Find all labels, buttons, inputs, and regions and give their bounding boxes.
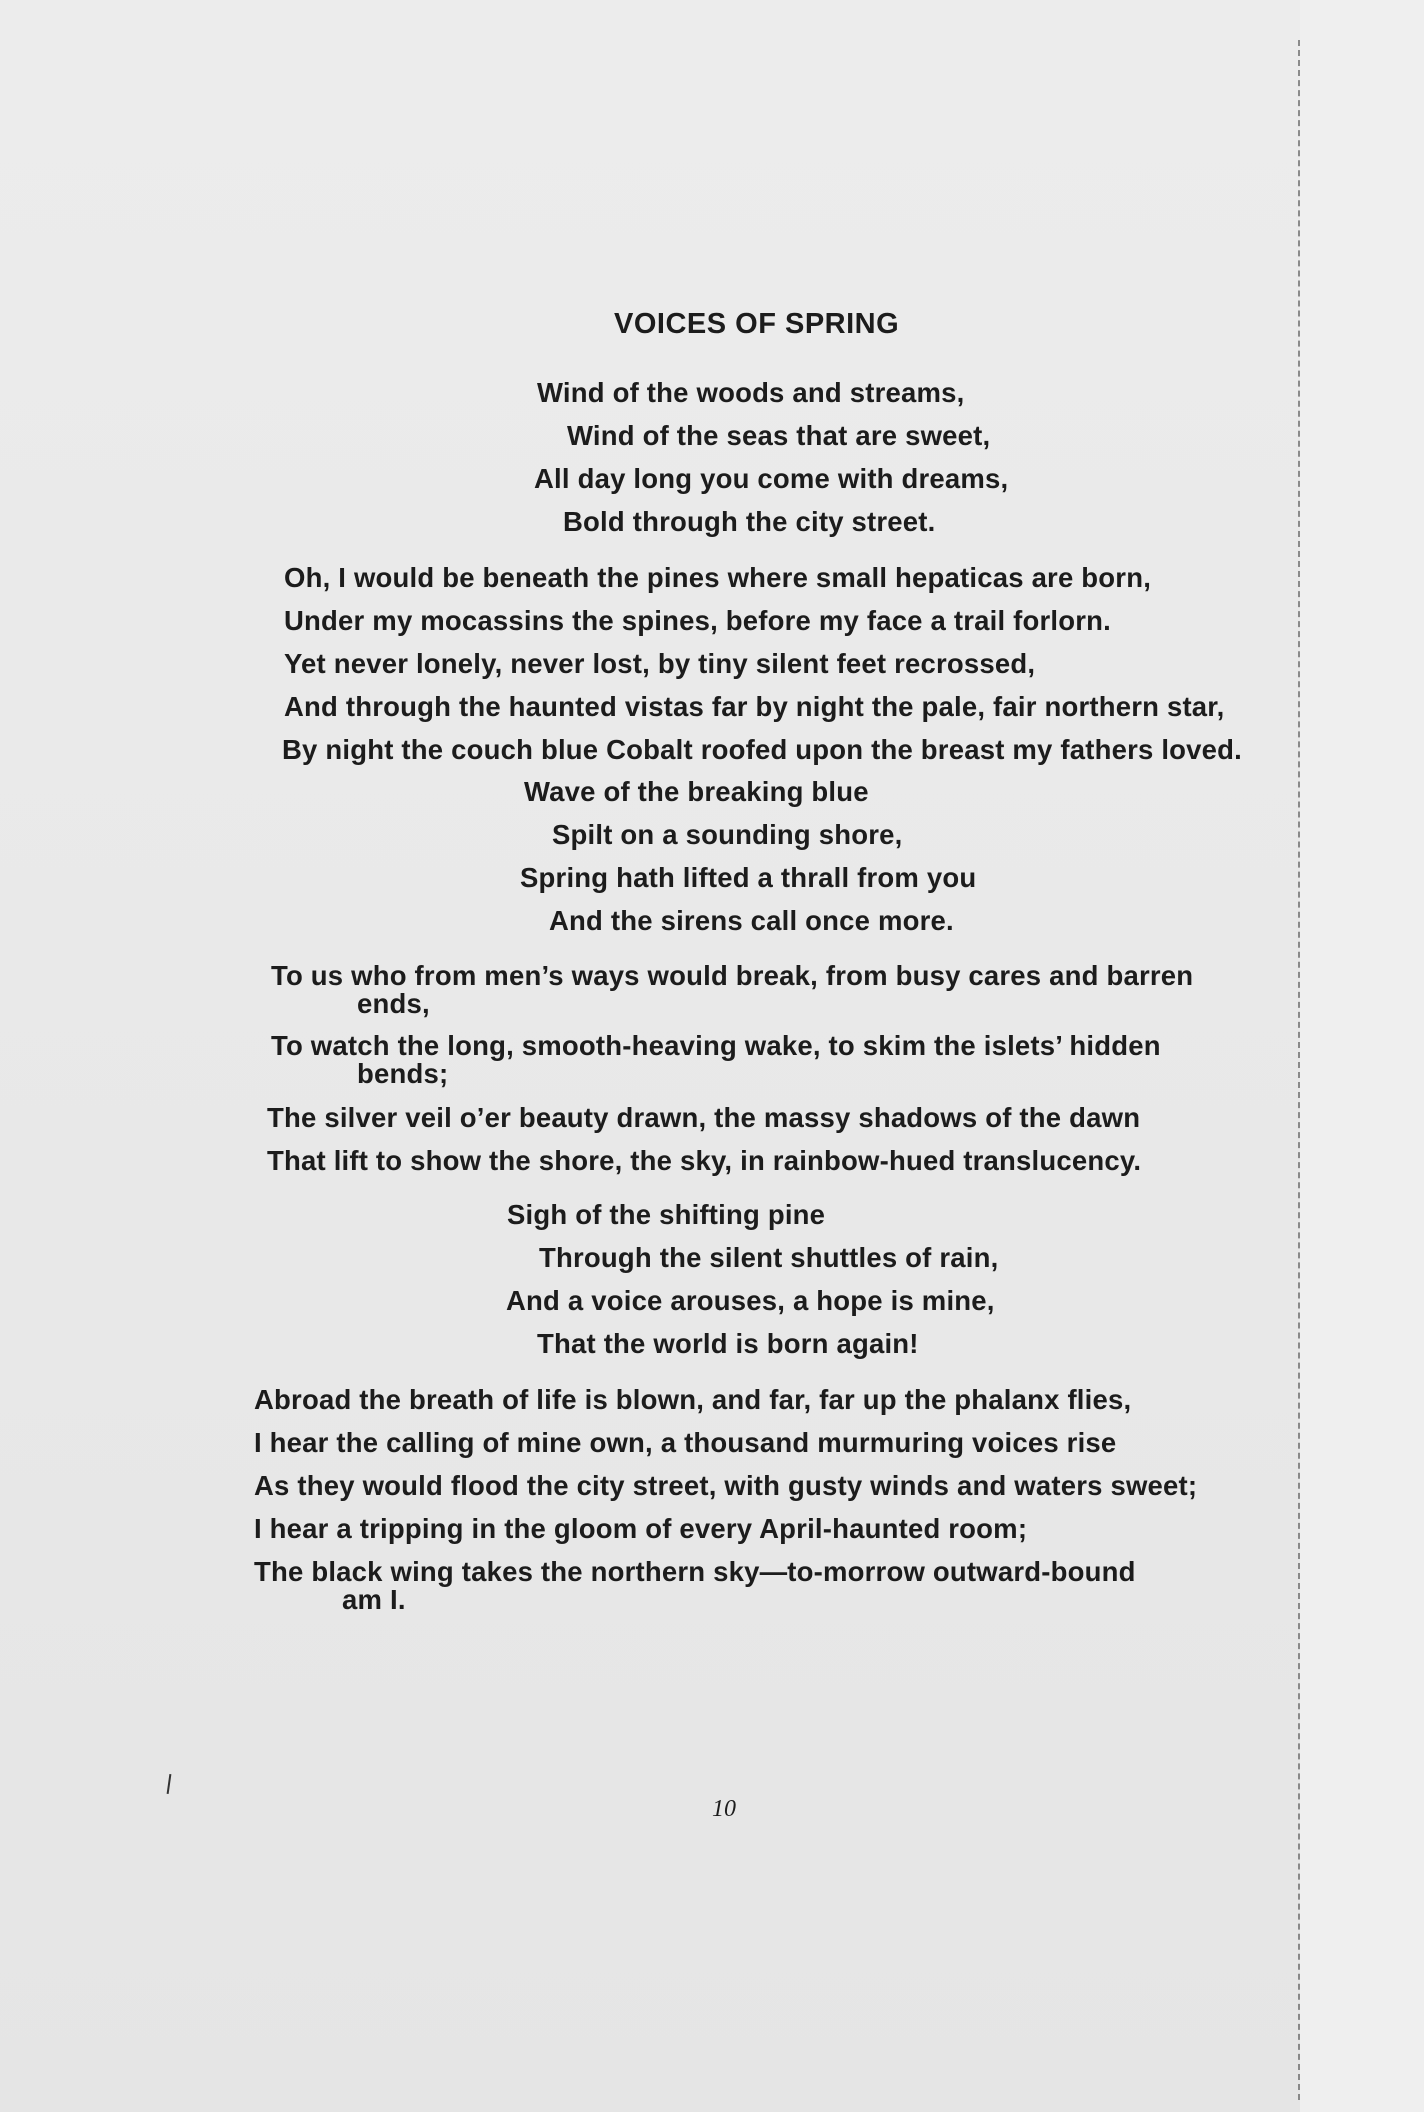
- poem-line: bends;: [357, 1058, 449, 1089]
- poem-line: All day long you come with dreams,: [534, 463, 1009, 494]
- poem-line: Wind of the woods and streams,: [537, 377, 965, 408]
- poem-line: As they would flood the city street, with gusty winds and waters sweet;: [254, 1470, 1198, 1501]
- poem-line: Wave of the breaking blue: [524, 776, 869, 807]
- poem-line: I hear a tripping in the gloom of every April-haunted room;: [254, 1513, 1028, 1544]
- poem-line: Abroad the breath of life is blown, and far, far up the phalanx flies,: [254, 1384, 1132, 1415]
- poem-line: That lift to show the shore, the sky, in rainbow-hued translucency.: [267, 1145, 1142, 1176]
- poem-line: Spring hath lifted a thrall from you: [520, 862, 977, 893]
- poem-line: Oh, I would be beneath the pines where small hepaticas are born,: [284, 562, 1152, 593]
- page-fold-edge: [1298, 40, 1300, 2100]
- page-number: 10: [712, 1796, 736, 1822]
- poem-line: Wind of the seas that are sweet,: [567, 420, 991, 451]
- poem-title: VOICES OF SPRING: [614, 308, 900, 340]
- poem-line: By night the couch blue Cobalt roofed upon the breast my fathers loved.: [282, 734, 1242, 765]
- poem-line: I hear the calling of mine own, a thousand murmuring voices rise: [254, 1427, 1117, 1458]
- poem-line: Yet never lonely, never lost, by tiny silent feet recrossed,: [284, 648, 1036, 679]
- poem-line: And the sirens call once more.: [549, 905, 954, 936]
- poem-line: The silver veil o’er beauty drawn, the massy shadows of the dawn: [267, 1102, 1141, 1133]
- poem-line: ends,: [357, 988, 430, 1019]
- margin-mark: [167, 1774, 172, 1794]
- poem-line: The black wing takes the northern sky—to-morrow outward-bound: [254, 1556, 1136, 1587]
- poem-line: Bold through the city street.: [563, 506, 936, 537]
- poem-line: am I.: [342, 1584, 406, 1615]
- poem-line: To us who from men’s ways would break, from busy cares and barren: [271, 960, 1194, 991]
- poem-line: And a voice arouses, a hope is mine,: [506, 1285, 995, 1316]
- poem-line: Spilt on a sounding shore,: [552, 819, 903, 850]
- poem-line: And through the haunted vistas far by night the pale, fair northern star,: [284, 691, 1225, 722]
- poem-line: To watch the long, smooth-heaving wake, to skim the islets’ hidden: [271, 1030, 1161, 1061]
- facing-page-edge: [1300, 0, 1424, 2112]
- poem-line: Sigh of the shifting pine: [507, 1199, 826, 1230]
- poem-line: That the world is born again!: [537, 1328, 919, 1359]
- poem-line: Through the silent shuttles of rain,: [539, 1242, 999, 1273]
- poem-line: Under my mocassins the spines, before my face a trail forlorn.: [284, 605, 1111, 636]
